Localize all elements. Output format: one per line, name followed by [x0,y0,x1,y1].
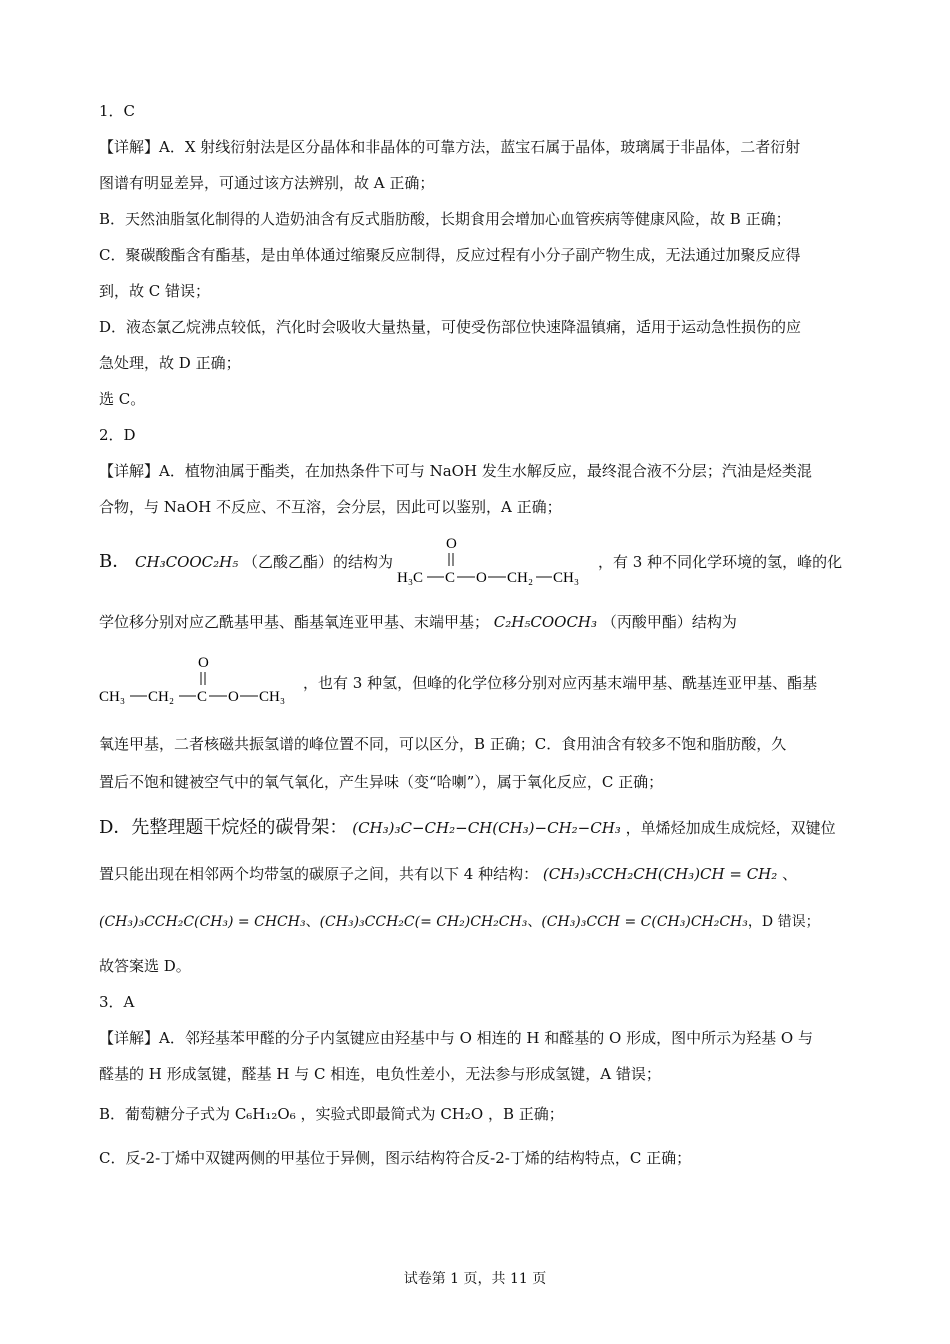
q2-line-8 [99,818,836,838]
q2-line-1: 【详解】A．植物油属于酯类，在加热条件下可与 NaOH 发生水解反应，最终混合液不分层；汽油是烃类混 [99,462,812,480]
q2-line-7: 置后不饱和键被空气中的氧气氧化，产生异味（变“哈喇”），属于氧化反应，C 正确； [99,773,664,791]
struct2-ester-o: O [228,689,239,705]
q1-line-3: B．天然油脂氢化制得的人造奶油含有反式脂肪酸，长期食用会增加心血管疾病等健康风险，故 B 正确； [99,210,791,228]
struct1-ch3: CH₃ [553,570,580,586]
q3-line-4: C．反-2-丁烯中双键两侧的甲基位于异侧，图示结构符合反-2-丁烯的结构特点，C 正确； [99,1149,692,1167]
struct2-ch3-right: CH₃ [259,689,286,705]
ethyl-acetate-structure [395,532,595,592]
struct1-methyl: H₃C [397,570,424,586]
option-d-label: D．先整理题干烷烃的碳骨架： [99,817,348,838]
q1-line-4: C．聚碳酸酯含有酯基，是由单体通过缩聚反应制得，反应过程有小分子副产物生成，无法通过加聚反应得 [99,246,801,264]
q2-line-b-tail: ，有 3 种不同化学环境的氢，峰的化 [598,553,843,571]
alkene-structure-4: (CH₃)₃CCH = C(CH₃)CH₂CH₃ [541,914,748,930]
q1-line-7: 急处理，故 D 正确； [99,354,241,372]
struct2-ch2: CH₂ [148,689,175,705]
q2-line-4-tail: （丙酸甲酯）结构为 [601,613,737,631]
q2-line-11: 故答案选 D。 [99,957,191,975]
q1-line-5: 到，故 C 错误； [99,282,211,300]
q3-answer: 3．A [99,993,135,1011]
q2-line-9 [99,864,797,884]
struct1-carbon: C [445,570,456,586]
q1-line-6: D．液态氯乙烷沸点较低，汽化时会吸收大量热量，可使受伤部位快速降温镇痛，适用于运动急性损伤的应 [99,318,802,336]
q2-line-2: 合物，与 NaOH 不反应、不互溶，会分层，因此可以鉴别，A 正确； [99,498,562,516]
struct2-ch3-left: CH₃ [99,689,126,705]
q2-line-9-text: 置只能出现在相邻两个均带氢的碳原子之间，共有以下 4 种结构： [99,865,539,883]
alkene-structure-2: (CH₃)₃CCH₂C(CH₃) = CHCH₃ [99,914,306,930]
q1-line-8: 选 C。 [99,390,146,408]
struct1-ester-o: O [476,570,487,586]
q3-line-3-text: B．葡萄糖分子式为 [99,1105,231,1123]
q3-line-3 [99,1104,564,1124]
option-b-label: B． [99,551,131,572]
q2-answer: 2．D [99,426,136,444]
alkene-structure-3: (CH₃)₃CCH₂C(= CH₂)CH₂CH₃ [319,914,528,930]
q2-line-9-tail: 、 [782,865,798,883]
q2-line-8-tail: ，单烯烃加成生成烷烃，双键位 [625,819,836,837]
q2-line-10-tail: ，D 错误； [747,914,820,930]
q1-answer: 1．C [99,102,136,120]
q2-line-6: 氧连甲基，二者核磁共振氢谱的峰位置不同，可以区分，B 正确；C．食用油含有较多不饱和脂肪酸，久 [99,735,787,753]
q2-line-b [99,552,393,572]
q1-line-1: 【详解】A．X 射线衍射法是区分晶体和非晶体的可靠方法，蓝宝石属于晶体，玻璃属于非晶体，二者衍射 [99,138,801,156]
q2-line-10 [99,912,820,932]
q2-line-5-tail: ，也有 3 种氢，但峰的化学位移分别对应丙基末端甲基、酰基连亚甲基、酯基 [303,674,818,692]
struct2-carbonyl-o: O [198,655,209,671]
methyl-propanoate-structure [97,651,307,711]
alkene-structure-1: (CH₃)₃CCH₂CH(CH₃)CH = CH₂ [542,865,778,883]
separator-2: 、 [527,914,542,930]
separator-1: 、 [305,914,320,930]
struct1-ch2: CH₂ [507,570,534,586]
ethyl-acetate-name: （乙酸乙酯）的结构为 [243,553,394,571]
q3-line-3-tail: ，B 正确； [487,1105,564,1123]
q2-line-4 [99,612,737,632]
glucose-formula: C₆H₁₂O₆ [234,1105,296,1123]
q2-line-4-text: 学位移分别对应乙酰基甲基、酯基氧连亚甲基、末端甲基； [99,613,490,631]
alkane-skeleton-formula: (CH₃)₃C−CH₂−CH(CH₃)−CH₂−CH₃ [352,819,621,837]
methyl-propanoate-formula: C₂H₅COOCH₃ [493,613,598,631]
struct1-carbonyl-o: O [446,536,457,552]
ethyl-acetate-formula: CH₃COOC₂H₅ [135,553,239,571]
q3-line-3-mid: ，实验式即最简式为 [300,1105,436,1123]
q3-line-1: 【详解】A．邻羟基苯甲醛的分子内氢键应由羟基中与 O 相连的 H 和醛基的 O 形成，图中所示为羟基 O 与 [99,1029,813,1047]
q1-line-2: 图谱有明显差异，可通过该方法辨别，故 A 正确； [99,174,435,192]
struct2-carbon: C [197,689,208,705]
q3-line-2: 醛基的 H 形成氢键，醛基 H 与 C 相连，电负性差小，无法参与形成氢键，A 错误； [99,1065,661,1083]
empirical-formula: CH₂O [440,1105,484,1123]
page-footer: 试卷第 1 页，共 11 页 [403,1271,547,1287]
